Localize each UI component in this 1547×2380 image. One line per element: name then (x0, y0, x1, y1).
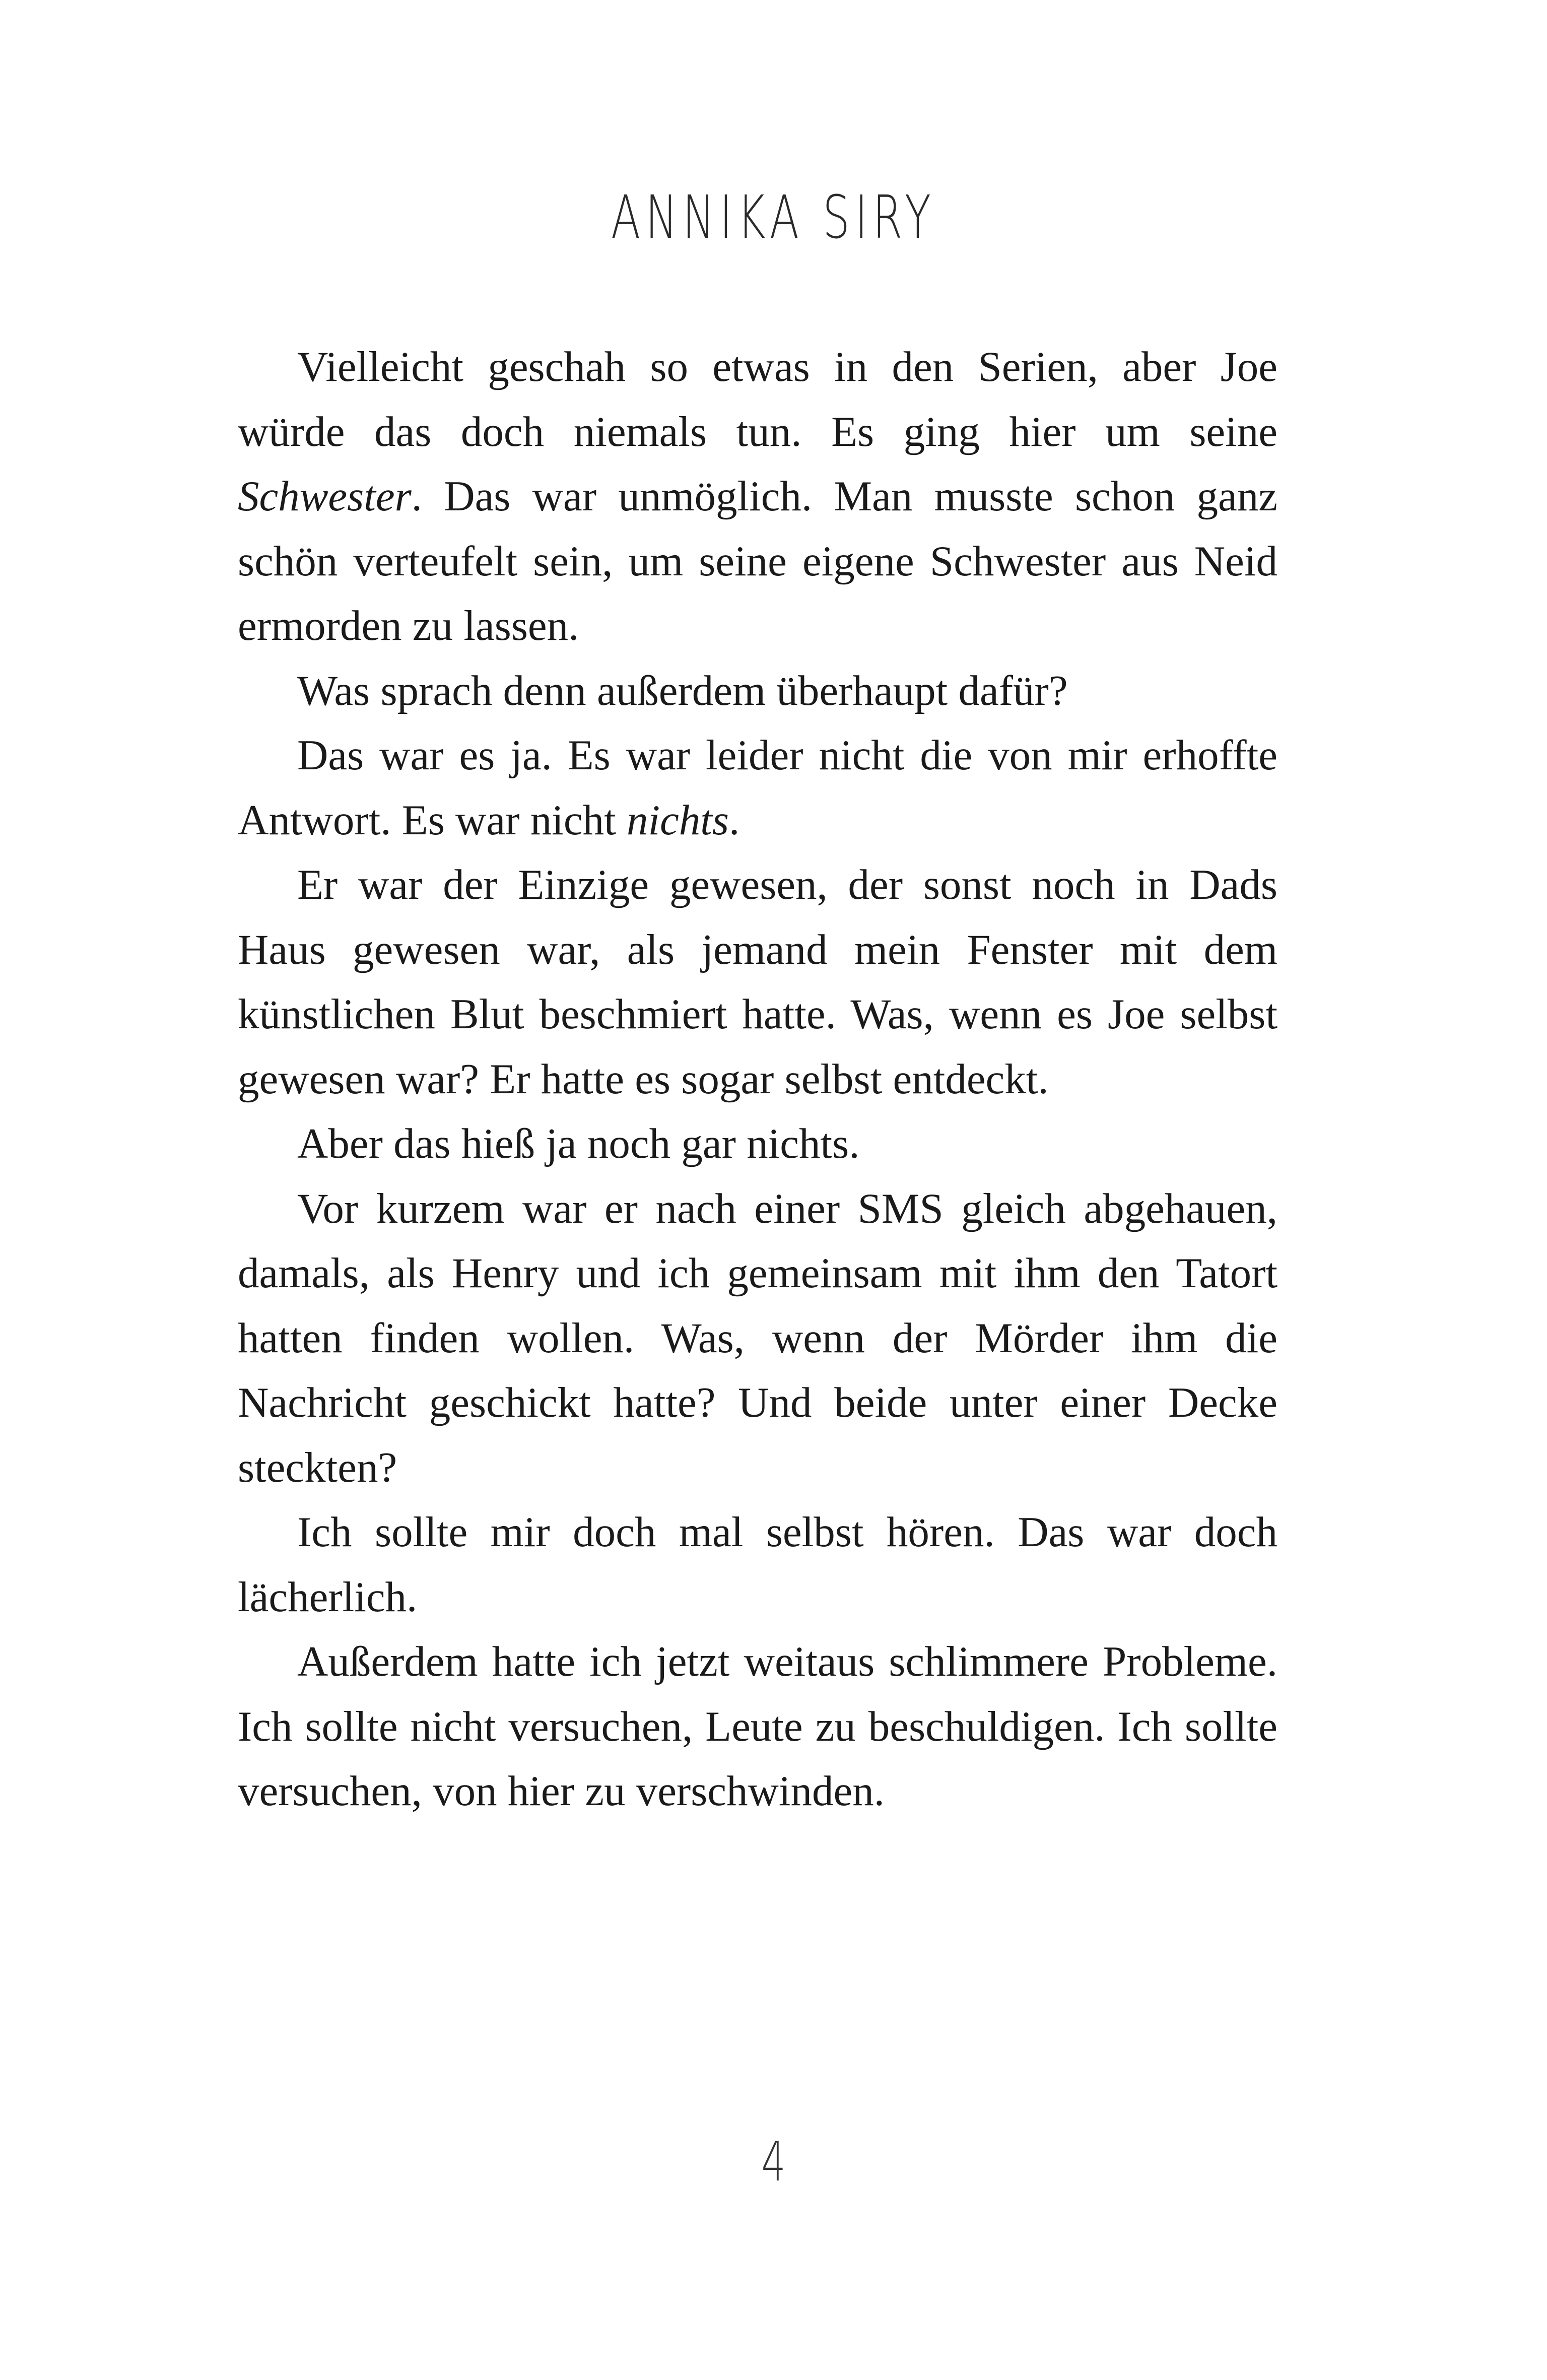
body-text (238, 335, 1277, 1824)
paragraph-1-text-a: Vielleicht geschah so etwas in den Serien, aber Joe würde das doch niemals tun. Es ging hier um seine (238, 343, 1277, 455)
paragraph-1-text-b: . Das war unmöglich. Man musste schon ganz schön verteufelt sein, um seine eigene Schwester aus Neid ermorden zu lassen. (238, 473, 1277, 649)
paragraph-3-text-b: . (728, 796, 740, 844)
paragraph-1 (238, 335, 1277, 658)
running-head-author: ANNIKA SIRY (611, 182, 936, 252)
paragraph-3-emphasis: nichts (626, 796, 729, 844)
paragraph-8: Außerdem hatte ich jetzt weitaus schlimmere Probleme. Ich sollte nicht versuchen, Leute zu beschuldigen. Ich sollte versuchen, von hier zu verschwinden. (238, 1638, 1277, 1815)
paragraph-1-emphasis: Schwester (238, 473, 412, 520)
paragraph-2: Was sprach denn außerdem überhaupt dafür? (297, 667, 1068, 714)
paragraph-3 (238, 723, 1277, 852)
paragraph-7: Ich sollte mir doch mal selbst hören. Das war doch lächerlich. (238, 1508, 1277, 1621)
paragraph-5: Aber das hieß ja noch gar nichts. (297, 1120, 860, 1167)
paragraph-3-text-a: Das war es ja. Es war leider nicht die von mir erhoffte Antwort. Es war nicht (238, 732, 1277, 844)
paragraph-4: Er war der Einzige gewesen, der sonst noch in Dads Haus gewesen war, als jemand mein Fenster mit dem künstlichen Blut beschmiert hatte. Was, wenn es Joe selbst gewesen war? Er hatte es sogar selbst entdeckt. (238, 861, 1277, 1103)
page-number: 4 (761, 2131, 786, 2194)
paragraph-6: Vor kurzem war er nach einer SMS gleich abgehauen, damals, als Henry und ich gemeinsam mit ihm den Tatort hatten finden wollen. Was, wenn der Mörder ihm die Nachricht geschickt hatte? Und beide unter einer Decke steckten? (238, 1184, 1277, 1491)
